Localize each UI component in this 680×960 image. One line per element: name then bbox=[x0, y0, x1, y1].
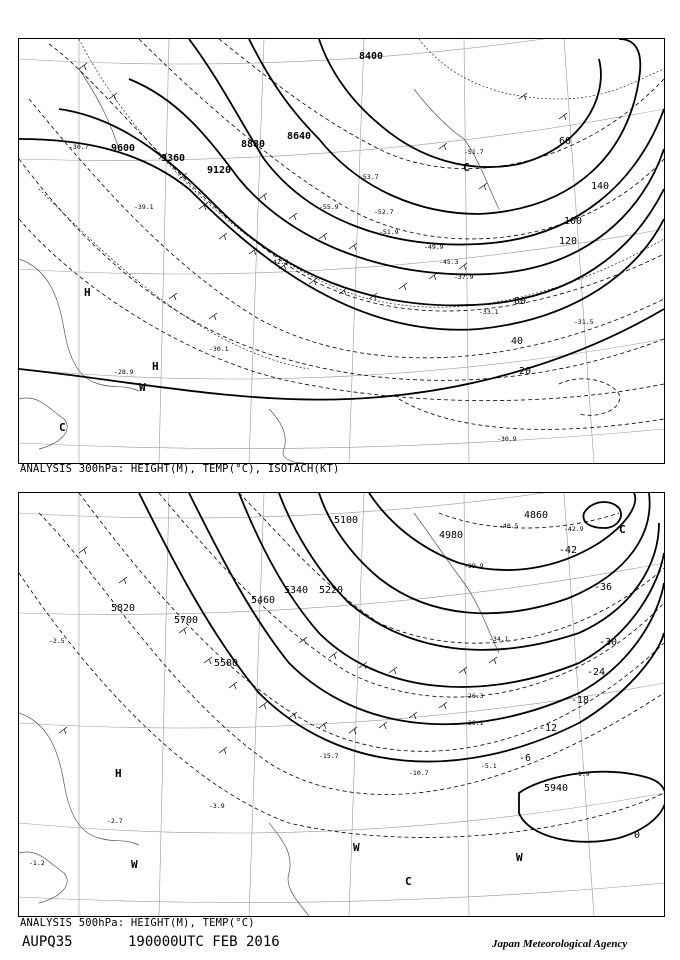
product-code: AUPQ35 bbox=[22, 934, 73, 950]
temperature-label: -39.9 bbox=[464, 562, 484, 570]
cold-center-label: C bbox=[463, 161, 470, 174]
isotach-label: 80 bbox=[514, 296, 527, 307]
temperature-label: -3.9 bbox=[209, 802, 225, 810]
isotherm-label: -6 bbox=[519, 753, 532, 764]
temperature-label: -33.1 bbox=[479, 308, 499, 316]
temperature-label: -52.7 bbox=[374, 208, 394, 216]
wind-barbs bbox=[59, 547, 497, 754]
height-label: 4860 bbox=[524, 510, 549, 521]
temperature-label: -55.9 bbox=[319, 203, 339, 211]
high-center-label: H bbox=[152, 360, 159, 373]
isotherm-label: -12 bbox=[539, 723, 558, 734]
isotherm-label: -42 bbox=[559, 545, 578, 556]
temperature-label: -15.7 bbox=[319, 752, 339, 760]
chart-500hpa bbox=[18, 492, 665, 917]
height-label: 5220 bbox=[319, 585, 344, 596]
map-500hpa bbox=[19, 493, 664, 916]
temperature-label: -1.2 bbox=[29, 859, 45, 867]
height-label: 9120 bbox=[207, 165, 232, 176]
temperature-label: -10.7 bbox=[409, 769, 429, 777]
warm-center-label: W bbox=[353, 841, 360, 854]
isotherm-label: 0 bbox=[634, 830, 641, 841]
temperature-label: -31.5 bbox=[574, 318, 594, 326]
temperature-label: -51.9 bbox=[379, 228, 399, 236]
warm-center-label: W bbox=[139, 381, 146, 394]
map-300hpa bbox=[19, 39, 664, 463]
temperature-label: -42.9 bbox=[269, 258, 289, 266]
temperature-label: -5.1 bbox=[481, 762, 497, 770]
isotach-label: 100 bbox=[564, 216, 583, 227]
isotherm-label: -30 bbox=[599, 637, 618, 648]
height-label: 8640 bbox=[287, 131, 312, 142]
temperature-label: -30.9 bbox=[497, 435, 517, 443]
temperature-label: -30.1 bbox=[209, 345, 229, 353]
height-label: 5100 bbox=[334, 515, 359, 526]
height-label: 5700 bbox=[174, 615, 199, 626]
temperature-label: -30.7 bbox=[69, 143, 89, 151]
height-label: 4980 bbox=[439, 530, 464, 541]
chart-500hpa-caption: ANALYSIS 500hPa: HEIGHT(M), TEMP(°C) bbox=[20, 917, 255, 929]
wind-barbs bbox=[79, 63, 567, 320]
cold-center-label: C bbox=[619, 523, 626, 536]
isotach-label: 120 bbox=[559, 236, 578, 247]
agency-name: Japan Meteorological Agency bbox=[492, 938, 628, 950]
valid-time: 190000UTC FEB 2016 bbox=[128, 934, 280, 950]
isotherm-lines bbox=[39, 39, 664, 369]
temperature-label: -28.9 bbox=[114, 368, 134, 376]
temperature-label: -53.7 bbox=[359, 173, 379, 181]
temperature-label: -40.5 bbox=[499, 522, 519, 530]
temperature-label: -20.1 bbox=[464, 719, 484, 727]
temperature-label: -2.7 bbox=[107, 817, 123, 825]
temperature-label: -51.7 bbox=[464, 148, 484, 156]
isotach-label: 20 bbox=[519, 366, 532, 377]
height-label: 9600 bbox=[111, 143, 136, 154]
height-label: 9360 bbox=[161, 153, 186, 164]
temperature-label: -2.5 bbox=[49, 637, 65, 645]
isotherm-label: -24 bbox=[587, 667, 606, 678]
warm-center-label: W bbox=[131, 858, 138, 871]
temperature-label: -34.1 bbox=[489, 635, 509, 643]
graticule bbox=[19, 493, 664, 916]
temperature-label: -39.1 bbox=[134, 203, 154, 211]
temperature-label: -37.9 bbox=[454, 273, 474, 281]
temperature-label: -42.9 bbox=[564, 525, 584, 533]
height-label: 5460 bbox=[251, 595, 276, 606]
isotherm-label: -36 bbox=[594, 582, 613, 593]
isotach-label: 40 bbox=[511, 336, 524, 347]
cold-center-label: C bbox=[405, 875, 412, 888]
temperature-label: -26.3 bbox=[464, 692, 484, 700]
isotach-label: 140 bbox=[591, 181, 610, 192]
height-label: 5820 bbox=[111, 603, 136, 614]
warm-center-label: W bbox=[516, 851, 523, 864]
chart-300hpa-caption: ANALYSIS 300hPa: HEIGHT(M), TEMP(°C), ISOTACH(KT) bbox=[20, 463, 340, 475]
temperature-label: -49.9 bbox=[424, 243, 444, 251]
height-label: 8400 bbox=[359, 51, 384, 62]
high-center-label: H bbox=[115, 767, 122, 780]
isotherm-label: -18 bbox=[571, 695, 590, 706]
temperature-label: -45.3 bbox=[439, 258, 459, 266]
chart-300hpa bbox=[18, 38, 665, 464]
temperature-label: -1.9 bbox=[574, 770, 590, 778]
height-label: 5580 bbox=[214, 658, 239, 669]
high-center-label: H bbox=[84, 286, 91, 299]
cold-center-label: C bbox=[59, 421, 66, 434]
isotach-label: 60 bbox=[559, 136, 572, 147]
height-label: 5340 bbox=[284, 585, 309, 596]
height-label: 5940 bbox=[544, 783, 569, 794]
coastline bbox=[19, 69, 499, 463]
height-label: 8880 bbox=[241, 139, 266, 150]
